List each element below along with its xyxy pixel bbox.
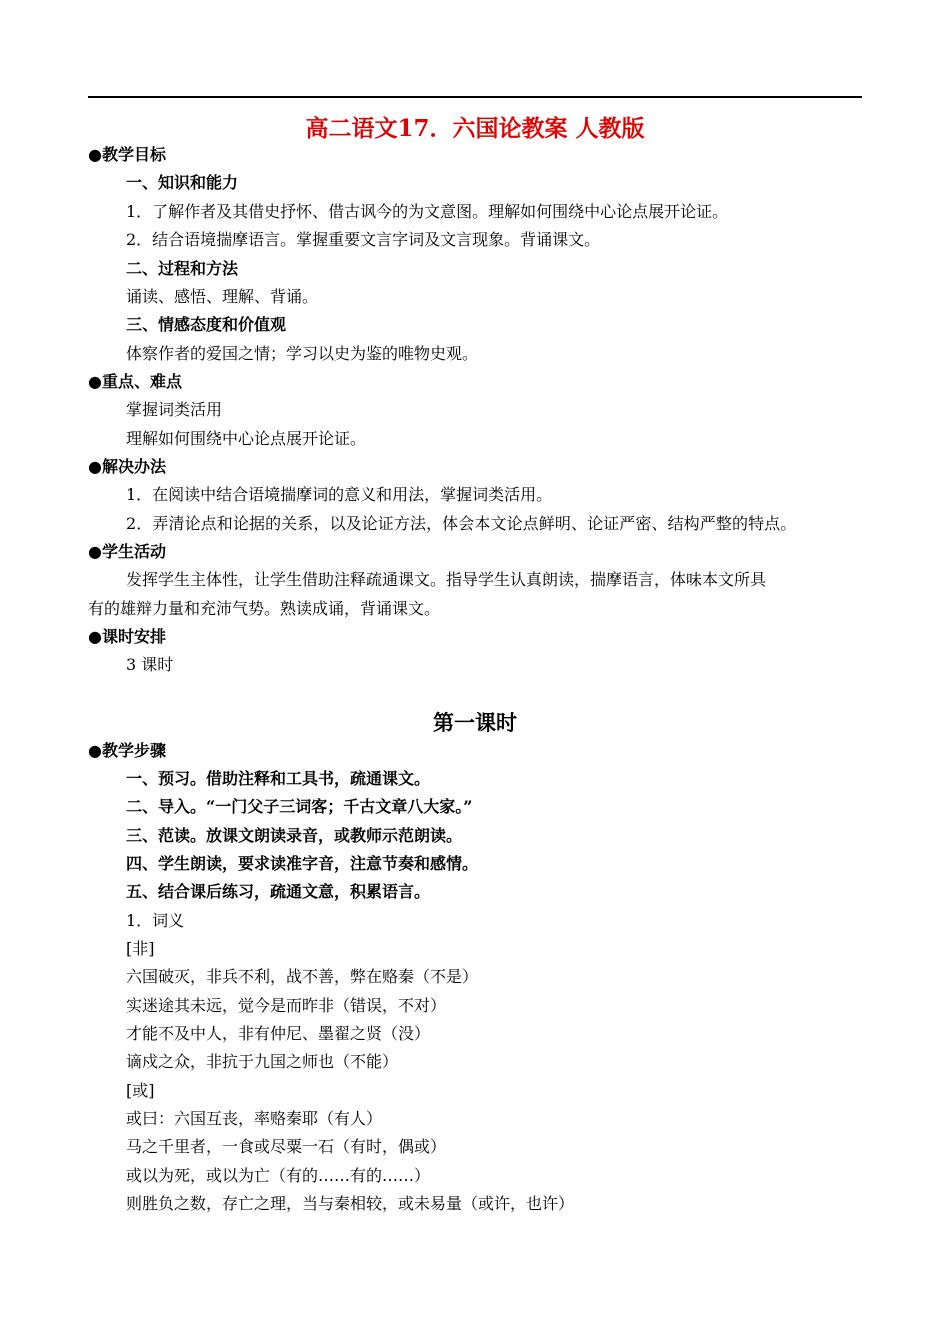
keypoints-heading: ●重点、难点: [88, 372, 182, 391]
example-line: 马之千里者，一食或尽粟一石（有时，偶或）: [126, 1137, 447, 1156]
step-3: 三、范读。放课文朗读录音，或教师示范朗读。: [126, 826, 463, 845]
objectives-s2-text: 诵读、感悟、理解、背诵。: [126, 287, 319, 306]
word-tag-fei: [非]: [126, 939, 155, 958]
example-line: 才能不及中人，非有仲尼、墨翟之贤（没）: [126, 1024, 431, 1043]
schedule-heading: ●课时安排: [88, 627, 166, 646]
example-line: 谪戍之众，非抗于九国之师也（不能）: [126, 1052, 399, 1071]
objectives-s1-item1: 1．了解作者及其借史抒怀、借古讽今的为文意图。理解如何围绕中心论点展开论证。: [126, 202, 729, 221]
solutions-item1: 1．在阅读中结合语境揣摩词的意义和用法，掌握词类活用。: [126, 485, 553, 504]
keypoints-item1: 掌握词类活用: [126, 400, 223, 419]
vocab-heading: 1．词义: [126, 911, 185, 930]
example-line: 六国破灭，非兵不利，战不善，弊在赂秦（不是）: [126, 967, 479, 986]
activities-heading: ●学生活动: [88, 542, 166, 561]
activities-line2: 有的雄辩力量和充沛气势。熟读成诵，背诵课文。: [88, 599, 441, 618]
keypoints-item2: 理解如何围绕中心论点展开论证。: [126, 429, 367, 448]
objectives-s1-heading: 一、知识和能力: [126, 173, 239, 192]
objectives-heading: ●教学目标: [88, 145, 166, 164]
objectives-s2-heading: 二、过程和方法: [126, 259, 239, 278]
objectives-s3-text: 体察作者的爱国之情；学习以史为鉴的唯物史观。: [126, 344, 479, 363]
header-rule: [88, 96, 862, 98]
document-title: 高二语文17．六国论教案 人教版: [305, 115, 645, 142]
example-line: 则胜负之数，存亡之理，当与秦相较，或未易量（或许，也许）: [126, 1194, 575, 1213]
activities-line1: 发挥学生主体性，让学生借助注释疏通课文。指导学生认真朗读，揣摩语言，体味本文所具: [126, 570, 767, 589]
lesson1-title: 第一课时: [433, 710, 517, 735]
steps-heading: ●教学步骤: [88, 741, 166, 760]
solutions-item2: 2．弄清论点和论据的关系，以及论证方法，体会本文论点鲜明、论证严密、结构严整的特点。: [126, 514, 797, 533]
word-tag-huo: [或]: [126, 1081, 155, 1100]
example-line: 实迷途其未远，觉今是而昨非（错误，不对）: [126, 996, 447, 1015]
solutions-heading: ●解决办法: [88, 457, 166, 476]
step-1: 一、预习。借助注释和工具书，疏通课文。: [126, 769, 431, 788]
step-2: 二、导入。“一门父子三词客；千古文章八大家。”: [126, 797, 473, 816]
example-line: 或曰：六国互丧，率赂秦耶（有人）: [126, 1109, 383, 1128]
step-4: 四、学生朗读，要求读准字音，注意节奏和感情。: [126, 854, 479, 873]
step-5: 五、结合课后练习，疏通文意，积累语言。: [126, 882, 431, 901]
schedule-text: 3 课时: [126, 655, 174, 674]
objectives-s3-heading: 三、情感态度和价值观: [126, 315, 287, 334]
example-line: 或以为死，或以为亡（有的……有的……）: [126, 1166, 431, 1185]
objectives-s1-item2: 2．结合语境揣摩语言。掌握重要文言字词及文言现象。背诵课文。: [126, 230, 601, 249]
